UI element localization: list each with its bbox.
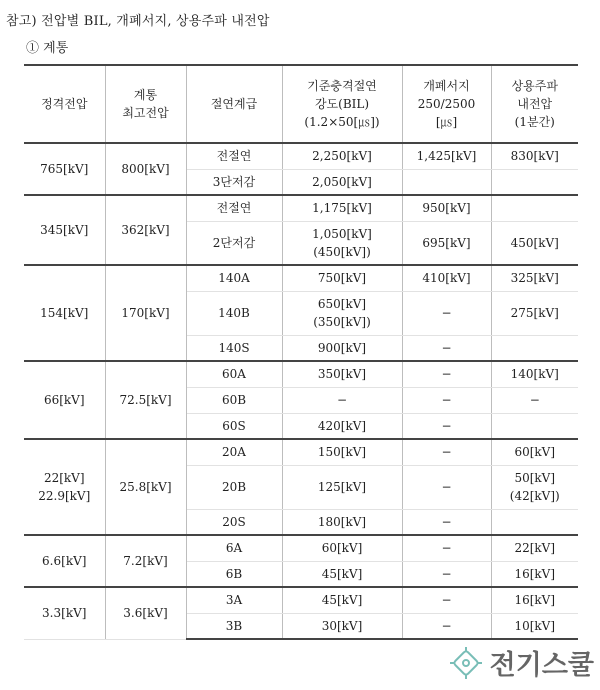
bil-cell xyxy=(282,561,402,587)
power-frequency-cell xyxy=(491,509,578,535)
column-header xyxy=(491,65,578,143)
power-frequency-cell xyxy=(491,613,578,639)
switching-surge-cell: − xyxy=(402,535,491,561)
power-frequency-cell xyxy=(491,465,578,509)
power-frequency-value: 16[kV] xyxy=(514,593,556,608)
bil-value: 30[kV] xyxy=(321,618,363,633)
switching-surge-cell xyxy=(402,169,491,195)
bil-value: 60[kV] xyxy=(321,541,363,556)
bil-cell xyxy=(282,195,402,221)
bil-value: 125[kV] xyxy=(317,480,367,494)
insulation-class-cell: 20S xyxy=(186,509,282,535)
bil-cell xyxy=(282,587,402,613)
column-header xyxy=(105,65,186,143)
rated-voltage-value: 66[kV] xyxy=(43,393,85,407)
rated-voltage-value: 345[kV] xyxy=(40,223,89,237)
table-row xyxy=(24,587,578,613)
rated-voltage-value: 765[kV] xyxy=(40,162,89,176)
power-frequency-cell xyxy=(491,195,578,221)
bil-cell xyxy=(282,221,402,265)
switching-surge-cell: − xyxy=(402,291,491,335)
bil-cell xyxy=(282,413,402,439)
insulation-class-cell: 20B xyxy=(186,465,282,509)
power-frequency-cell xyxy=(491,335,578,361)
max-voltage-cell: 3.6[kV] xyxy=(105,587,186,639)
bil-value: (350[kV]) xyxy=(313,315,371,329)
power-frequency-value: 450[kV] xyxy=(510,235,559,250)
max-voltage-cell: 800[kV] xyxy=(105,143,186,195)
bil-cell xyxy=(282,387,402,413)
bil-value: 1,175[kV] xyxy=(312,201,372,216)
switching-surge-cell: − xyxy=(402,387,491,413)
column-header xyxy=(402,65,491,143)
insulation-class-cell: 140B xyxy=(186,291,282,335)
header-line: 최고전압 xyxy=(122,106,169,120)
power-frequency-cell xyxy=(491,361,578,387)
header-line: 개폐서지 xyxy=(423,79,470,93)
insulation-class-cell: 전절연 xyxy=(186,195,282,221)
insulation-class-cell: 140A xyxy=(186,265,282,291)
header-line: 정격전압 xyxy=(41,97,88,111)
switching-surge-cell: − xyxy=(402,587,491,613)
power-frequency-cell xyxy=(491,221,578,265)
bil-value: 2,250[kV] xyxy=(312,149,372,164)
voltage-insulation-table xyxy=(24,64,578,640)
switching-surge-cell: − xyxy=(402,361,491,387)
bil-cell xyxy=(282,361,402,387)
header-line: 절연계급 xyxy=(210,97,258,111)
power-frequency-value: 10[kV] xyxy=(514,618,556,633)
power-frequency-value: 830[kV] xyxy=(510,149,559,164)
switching-surge-cell: − xyxy=(402,439,491,465)
table-header xyxy=(24,65,578,143)
bil-value: 180[kV] xyxy=(317,514,367,529)
rated-voltage-value: 22[kV] xyxy=(43,471,85,485)
bil-cell xyxy=(282,291,402,335)
header-row xyxy=(24,65,578,143)
bil-cell xyxy=(282,465,402,509)
column-header xyxy=(282,65,402,143)
rated-voltage-value: 22.9[kV] xyxy=(38,489,91,503)
insulation-class-cell: 3B xyxy=(186,613,282,639)
voltage-group xyxy=(24,535,578,587)
power-frequency-value: 325[kV] xyxy=(510,271,559,286)
bil-value: 45[kV] xyxy=(321,566,363,581)
switching-surge-cell: − xyxy=(402,413,491,439)
power-frequency-cell xyxy=(491,169,578,195)
switching-surge-cell: − xyxy=(402,335,491,361)
header-line: [㎲] xyxy=(435,115,458,129)
switching-surge-cell: − xyxy=(402,465,491,509)
max-voltage-cell: 7.2[kV] xyxy=(105,535,186,587)
switching-surge-cell: 410[kV] xyxy=(402,265,491,291)
header-line: (1.2×50[㎲]) xyxy=(304,115,380,129)
header-line: 상용주파 xyxy=(511,79,558,93)
circuit-chip-icon xyxy=(448,645,484,681)
switching-surge-cell: − xyxy=(402,509,491,535)
table-row xyxy=(24,361,578,387)
rated-voltage-cell xyxy=(24,143,105,195)
rated-voltage-value: 3.3[kV] xyxy=(42,606,87,621)
rated-voltage-cell xyxy=(24,265,105,361)
power-frequency-cell xyxy=(491,143,578,169)
bil-cell xyxy=(282,613,402,639)
page-heading: 참고) 전압별 BIL, 개폐서지, 상용주파 내전압 xyxy=(6,14,270,29)
bil-cell xyxy=(282,143,402,169)
bil-cell xyxy=(282,335,402,361)
bil-value: 150[kV] xyxy=(317,445,367,460)
power-frequency-value: 50[kV] xyxy=(514,471,556,485)
switching-surge-cell: 950[kV] xyxy=(402,195,491,221)
bil-cell xyxy=(282,535,402,561)
insulation-class-cell: 2단저감 xyxy=(186,221,282,265)
bil-cell xyxy=(282,509,402,535)
power-frequency-cell xyxy=(491,439,578,465)
header-line: 강도(BIL) xyxy=(314,97,370,111)
watermark-logo xyxy=(448,643,594,682)
power-frequency-cell xyxy=(491,265,578,291)
rated-voltage-cell xyxy=(24,439,105,535)
watermark-text: 전기스쿨 xyxy=(489,650,594,681)
rated-voltage-cell xyxy=(24,195,105,265)
bil-value: 350[kV] xyxy=(317,367,367,382)
switching-surge-cell: 695[kV] xyxy=(402,221,491,265)
insulation-class-cell: 60S xyxy=(186,413,282,439)
bil-value: 45[kV] xyxy=(321,593,363,608)
voltage-group xyxy=(24,361,578,439)
section-subheading: ① 계통 xyxy=(26,41,69,56)
table-row xyxy=(24,535,578,561)
rated-voltage-cell xyxy=(24,361,105,439)
insulation-class-cell: 3A xyxy=(186,587,282,613)
power-frequency-cell xyxy=(491,587,578,613)
header-line: 기준충격절연 xyxy=(307,79,377,93)
bil-value: 2,050[kV] xyxy=(312,174,372,189)
header-line: 250/2500 xyxy=(417,97,476,111)
insulation-class-cell: 6B xyxy=(186,561,282,587)
bil-cell xyxy=(282,439,402,465)
power-frequency-value: 22[kV] xyxy=(514,541,556,556)
bil-value: − xyxy=(336,393,348,407)
power-frequency-value: 60[kV] xyxy=(514,445,556,460)
switching-surge-cell: 1,425[kV] xyxy=(402,143,491,169)
power-frequency-value: 140[kV] xyxy=(510,367,559,382)
power-frequency-cell xyxy=(491,535,578,561)
bil-value: 1,050[kV] xyxy=(312,226,372,241)
voltage-group xyxy=(24,195,578,265)
voltage-group xyxy=(24,439,578,535)
rated-voltage-cell xyxy=(24,587,105,639)
power-frequency-value: 16[kV] xyxy=(514,566,556,581)
power-frequency-cell xyxy=(491,561,578,587)
voltage-group xyxy=(24,143,578,195)
rated-voltage-value: 154[kV] xyxy=(40,306,89,320)
bil-cell xyxy=(282,169,402,195)
column-header xyxy=(24,65,105,143)
bil-value: 750[kV] xyxy=(317,271,367,286)
table-row xyxy=(24,195,578,221)
max-voltage-cell: 25.8[kV] xyxy=(105,439,186,535)
bil-value: 420[kV] xyxy=(317,418,367,433)
table-row xyxy=(24,143,578,169)
insulation-class-cell: 140S xyxy=(186,335,282,361)
voltage-group xyxy=(24,587,578,639)
column-header xyxy=(186,65,282,143)
power-frequency-value: 275[kV] xyxy=(510,306,559,320)
max-voltage-cell: 72.5[kV] xyxy=(105,361,186,439)
insulation-class-cell: 6A xyxy=(186,535,282,561)
bil-value: 900[kV] xyxy=(317,340,367,355)
power-frequency-cell xyxy=(491,291,578,335)
bil-value: (450[kV]) xyxy=(313,244,371,259)
switching-surge-cell: − xyxy=(402,561,491,587)
power-frequency-value: − xyxy=(529,393,540,407)
insulation-class-cell: 20A xyxy=(186,439,282,465)
power-frequency-cell xyxy=(491,413,578,439)
insulation-class-cell: 전절연 xyxy=(186,143,282,169)
max-voltage-cell: 170[kV] xyxy=(105,265,186,361)
insulation-class-cell: 60B xyxy=(186,387,282,413)
header-line: 내전압 xyxy=(517,97,553,111)
insulation-class-cell: 3단저감 xyxy=(186,169,282,195)
table-row xyxy=(24,439,578,465)
voltage-group xyxy=(24,265,578,361)
insulation-class-cell: 60A xyxy=(186,361,282,387)
bil-value: 650[kV] xyxy=(317,297,367,311)
rated-voltage-cell xyxy=(24,535,105,587)
max-voltage-cell: 362[kV] xyxy=(105,195,186,265)
power-frequency-value: (42[kV]) xyxy=(509,489,560,503)
power-frequency-cell xyxy=(491,387,578,413)
header-line: (1분간) xyxy=(514,115,555,129)
table-row xyxy=(24,265,578,291)
rated-voltage-value: 6.6[kV] xyxy=(42,554,87,568)
switching-surge-cell: − xyxy=(402,613,491,639)
bil-cell xyxy=(282,265,402,291)
header-line: 계통 xyxy=(133,88,158,102)
